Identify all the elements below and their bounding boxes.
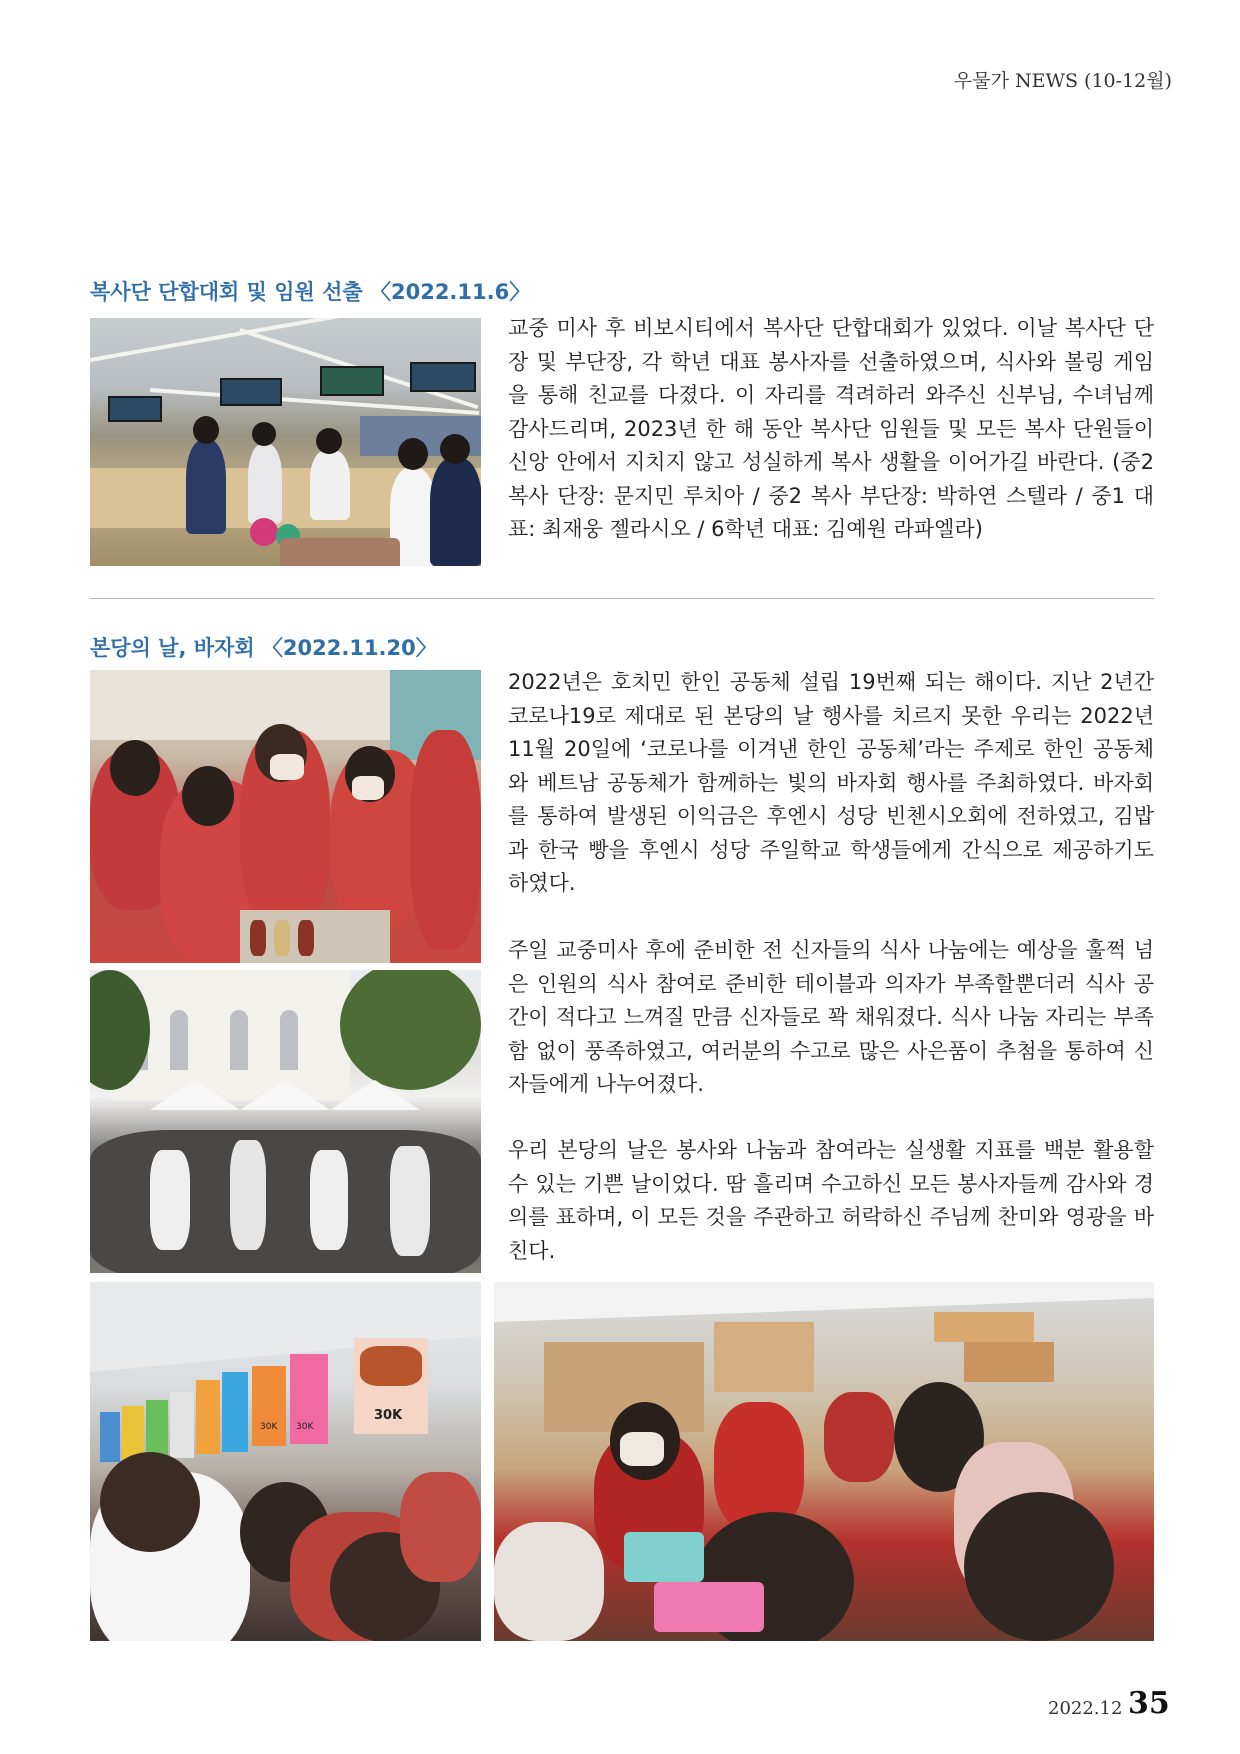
menu-sign-3: 30K (374, 1408, 403, 1423)
church-crowd-photo (90, 970, 481, 1273)
bazaar-menu-signs-photo (90, 1282, 481, 1641)
menu-sign-1: 30K (260, 1422, 278, 1432)
menu-sign-2: 30K (296, 1422, 314, 1432)
running-header: 우물가 NEWS (10-12월) (953, 70, 1172, 92)
bazaar-packing-photo (494, 1282, 1154, 1641)
issue-date: 2022.12 (1048, 1698, 1123, 1719)
section1-paragraph: 교중 미사 후 비보시티에서 복사단 단합대회가 있었다. 이날 복사단 단장 및 부단장, 각 학년 대표 봉사자를 선출하였으며, 식사와 볼링 게임을 통해 친교를 다졌다. 이 자리를 격려하러 와주신 신부님, 수녀님께 감사드리며, 2023년 한 해 동안 복사단 임원들 및 모든 복사 단원들이 신앙 안에서 지치지 않고 성실하게 복사 생활을 이어가길 바란다. (중2 복사 단장: 문지민 루치아 / 중2 복사 부단장: 박하연 스텔라 / 중1 대표: 최재웅 젤라시오 / 6학년 대표: 김예원 라파엘라) (508, 316, 1154, 541)
bazaar-booth-photo (90, 670, 481, 963)
section-title-bazaar: 본당의 날, 바자회 〈2022.11.20〉 (90, 636, 437, 660)
bowling-photo (90, 318, 481, 566)
section-divider (90, 598, 1154, 599)
section2-paragraph-3: 우리 본당의 날은 봉사와 나눔과 참여라는 실생활 지표를 백분 활용할 수 있는 기쁜 날이었다. 땀 흘리며 수고하신 모든 봉사자들께 감사와 경의를 표하며, 이 모든 것을 주관하고 허락하신 주님께 찬미와 영광을 바친다. (508, 1138, 1154, 1263)
page-number: 35 (1128, 1686, 1170, 1721)
section-title-altar-servers: 복사단 단합대회 및 임원 선출 〈2022.11.6〉 (90, 280, 531, 304)
section2-paragraph-2: 주일 교중미사 후에 준비한 전 신자들의 식사 나눔에는 예상을 훌쩍 넘은 인원의 식사 참여로 준비한 테이블과 의자가 부족할뿐더러 식사 공간이 적다고 느껴질 만큼 신자들로 꽉 채워졌다. 식사 나눔 자리는 부족함 없이 풍족하였고, 여러분의 수고로 많은 사은품이 추첨을 통하여 신자들에게 나누어졌다. (508, 938, 1154, 1096)
section2-paragraph-1: 2022년은 호치민 한인 공동체 설립 19번째 되는 해이다. 지난 2년간 코로나19로 제대로 된 본당의 날 행사를 치르지 못한 우리는 2022년 11월 20일에 ‘코로나를 이겨낸 한인 공동체’라는 주제로 한인 공동체와 베트남 공동체가 함께하는 빛의 바자회 행사를 주최하였다. 바자회를 통하여 발생된 이익금은 후엔시 성당 빈첸시오회에 전하였고, 김밥과 한국 빵을 후엔시 성당 주일학교 학생들에게 간식으로 제공하기도 하였다. (508, 670, 1154, 895)
